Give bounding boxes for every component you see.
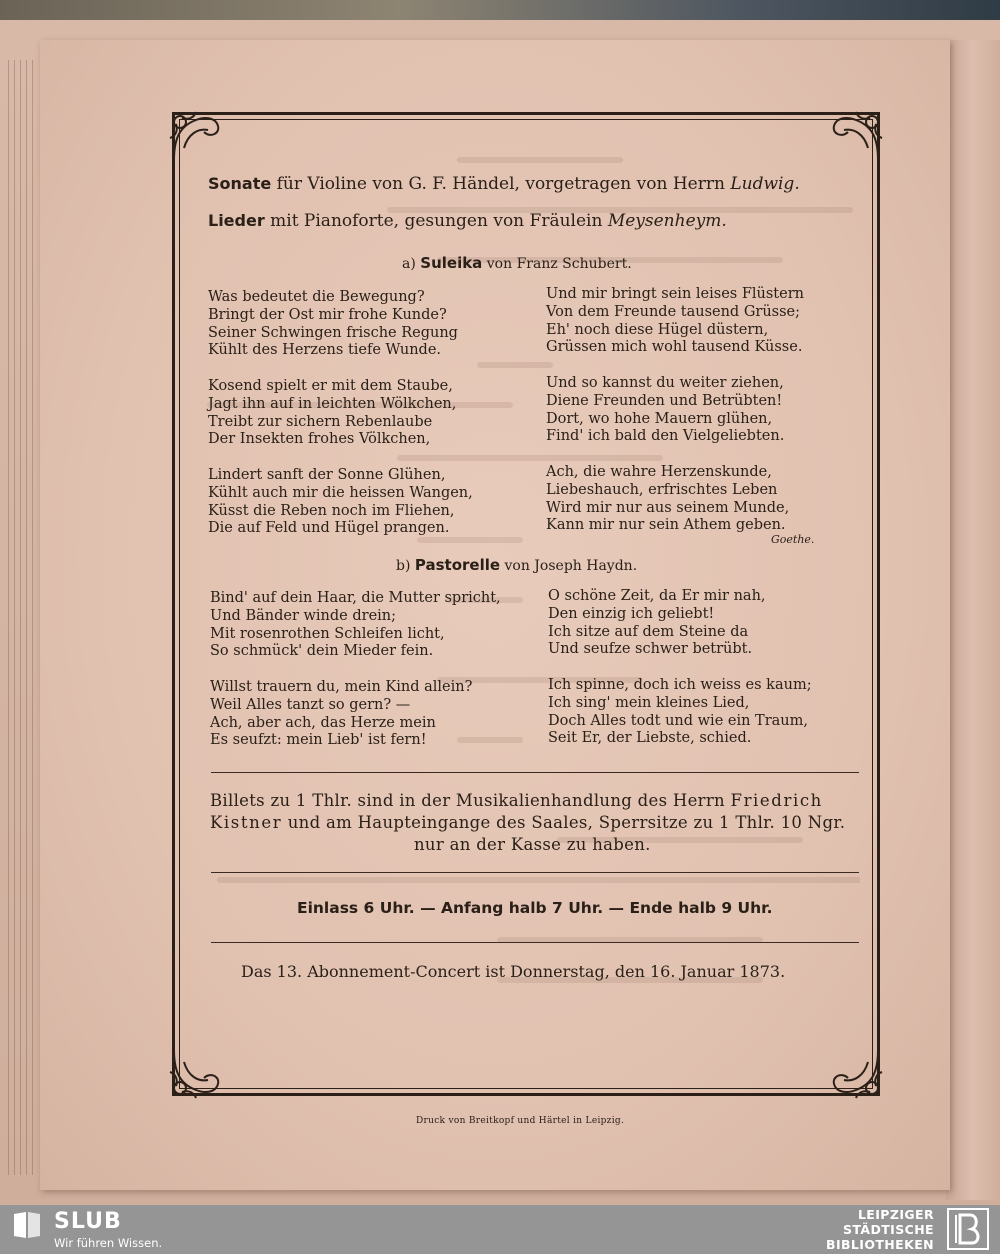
song-a-verses-right [546,286,804,535]
song-b-prefix: b) [396,558,411,574]
library-name-line-2: STÄDTISCHE [843,1222,934,1237]
song-a-poet: Goethe. [771,533,815,546]
lieder-label: Lieder [208,211,265,230]
stanza-gap [208,360,473,378]
verse-line: Willst trauern du, mein Kind allein? [210,678,473,695]
footer-bar [0,1205,1000,1254]
stanza-gap [546,446,804,464]
verse-line: Ich sing' mein kleines Lied, [548,694,750,711]
song-b-title: Pastorelle [414,556,501,574]
verse-line: Den einzig ich geliebt! [548,605,715,622]
lieder-performer: Meysenheym. [607,211,727,231]
verse-line: Und seufze schwer betrübt. [548,641,753,658]
verse-line: Kann mir nur sein Athem geben. [546,517,786,534]
verse-line: Die auf Feld und Hügel prangen. [208,520,450,537]
song-b-verses-right [548,588,812,748]
verse-line: Diene Freunden und Betrübten! [546,392,783,409]
next-concert-announcement: Das 13. Abonnement-Concert ist Donnerstag, den 16. Januar 1873. [241,962,786,981]
stanza-gap [546,357,804,375]
corner-ornament-icon [166,1042,226,1102]
billets-text-1b: Friedrich [730,791,823,810]
divider-rule [211,772,859,773]
divider-rule [211,872,859,873]
slub-tagline: Wir führen Wissen. [54,1236,163,1250]
verse-line: Liebeshauch, erfrischtes Leben [546,481,778,498]
song-a-title: Suleika [420,254,483,272]
verse-line: Treibt zur sichern Rebenlaube [208,413,433,430]
verse-line: Lindert sanft der Sonne Glühen, [208,466,446,483]
billets-line-3: nur an der Kasse zu haben. [414,835,651,854]
verse-line: Ach, aber ach, das Herze mein [210,714,436,731]
corner-ornament-icon [826,1042,886,1102]
billets-text-2a: Kistner [210,813,283,832]
verse-line: Ach, die wahre Herzenskunde, [546,463,772,480]
song-b-composer: von Joseph Haydn. [504,558,638,574]
verse-line: Weil Alles tanzt so gern? — [210,696,411,713]
stanza-gap [548,659,812,677]
verse-line: Doch Alles todt und wie ein Traum, [548,712,808,729]
library-name-line-3: BIBLIOTHEKEN [826,1237,934,1252]
lieder-line [208,211,727,231]
song-a-composer: von Franz Schubert. [486,256,632,272]
printer-credit: Druck von Breitkopf und Härtel in Leipzig. [416,1116,625,1126]
sonate-performer: Ludwig. [730,174,800,194]
divider-rule [211,942,859,943]
verse-line: O schöne Zeit, da Er mir nah, [548,588,766,604]
stanza-gap [208,449,473,467]
song-b-verses-left [210,590,501,750]
song-a-verses-left [208,289,473,538]
verse-line: Eh' noch diese Hügel düstern, [546,321,769,338]
corner-ornament-icon [166,108,226,168]
verse-line: Und mir bringt sein leises Flüstern [546,286,804,302]
verse-line: Ich sitze auf dem Steine da [548,623,749,640]
slub-logo-icon [12,1210,42,1240]
verse-line: Kühlt auch mir die heissen Wangen, [208,484,473,501]
billets-line-1 [210,791,823,810]
stanza-gap [210,661,501,679]
verse-line: Mit rosenrothen Schleifen licht, [210,625,445,642]
verse-line: Grüssen mich wohl tausend Küsse. [546,339,803,356]
song-a-prefix: a) [402,256,416,272]
verse-line: Küsst die Reben noch im Fliehen, [208,502,455,519]
sonate-text: für Violine von G. F. Händel, vorgetragen von Herrn [276,174,725,194]
verse-line: Von dem Freunde tausend Grüsse; [546,303,801,320]
verse-line: Es seufzt: mein Lieb' ist fern! [210,732,427,749]
verse-line: Jagt ihn auf in leichten Wölkchen, [208,395,457,412]
billets-text-1a: Billets zu 1 Thlr. sind in der Musikalienhandlung des Herrn [210,791,725,810]
times-line: Einlass 6 Uhr. — Anfang halb 7 Uhr. — Ende halb 9 Uhr. [297,899,773,917]
sonate-label: Sonate [208,174,272,193]
verse-line: Kühlt des Herzens tiefe Wunde. [208,342,442,359]
corner-ornament-icon [826,108,886,168]
verse-line: Und Bänder winde drein; [210,607,397,624]
library-logo-icon [946,1207,990,1251]
library-name-line-1: LEIPZIGER [857,1207,934,1222]
verse-line: Bringt der Ost mir frohe Kunde? [208,306,447,323]
sonate-line [208,174,800,194]
verse-line: Der Insekten frohes Völkchen, [208,431,431,448]
lieder-text: mit Pianoforte, gesungen von Fräulein [270,211,603,231]
billets-line-2 [210,813,845,832]
verse-line: Bind' auf dein Haar, die Mutter spricht, [210,590,501,606]
verse-line: Find' ich bald den Vielgeliebten. [546,428,785,445]
verse-line: Dort, wo hohe Mauern glühen, [546,410,773,427]
song-b-heading [396,556,637,574]
billets-text-2b: und am Haupteingange des Saales, Sperrsitze zu 1 Thlr. 10 Ngr. [287,813,846,832]
verse-line: Seit Er, der Liebste, schied. [548,730,752,747]
song-a-heading [402,254,632,272]
verse-line: Und so kannst du weiter ziehen, [546,374,784,391]
verse-line: Was bedeutet die Bewegung? [208,289,425,305]
verse-line: So schmück' dein Mieder fein. [210,643,434,660]
verse-line: Seiner Schwingen frische Regung [208,324,458,341]
verse-line: Ich spinne, doch ich weiss es kaum; [548,676,812,693]
verse-line: Wird mir nur aus seinem Munde, [546,499,790,516]
slub-brand: SLUB [54,1209,122,1234]
verse-line: Kosend spielt er mit dem Staube, [208,377,453,394]
right-page-stack [946,40,1000,1200]
